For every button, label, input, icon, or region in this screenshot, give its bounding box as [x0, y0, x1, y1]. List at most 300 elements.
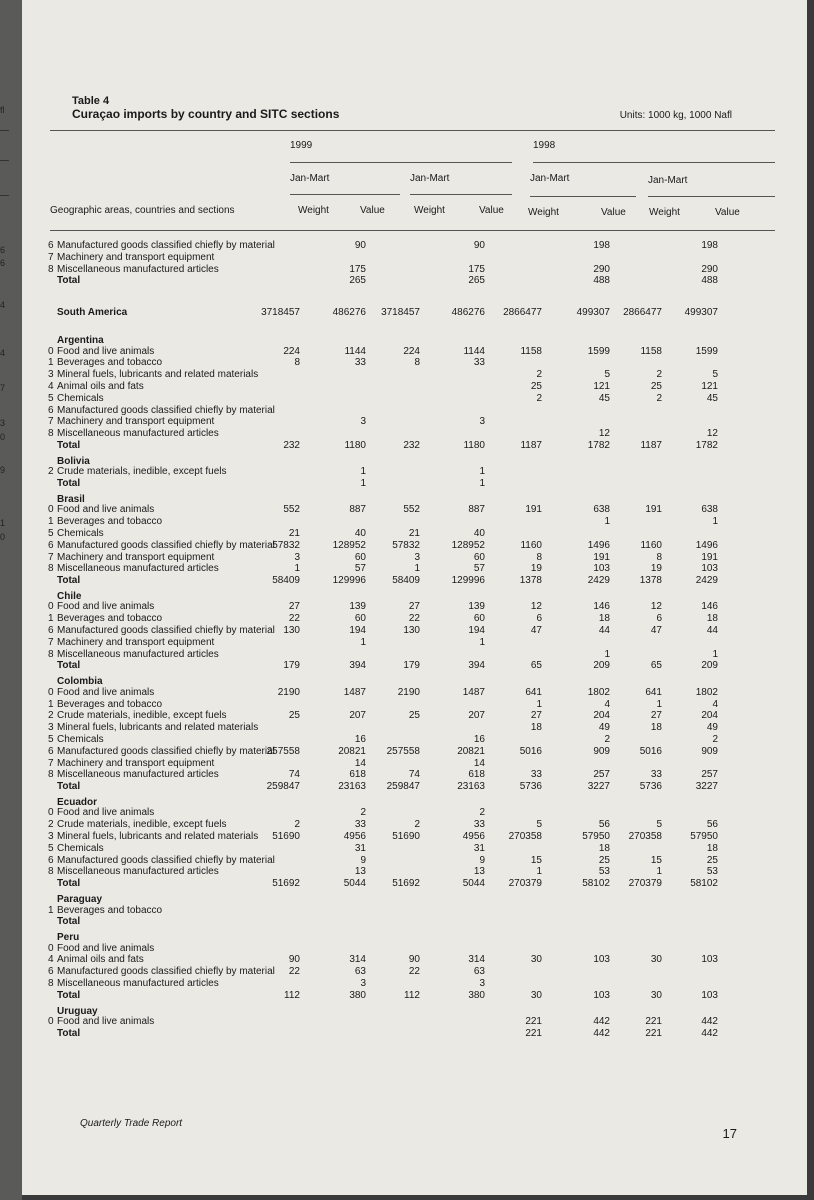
section-row-label — [48, 637, 214, 648]
table-cell-value: 12 — [598, 428, 610, 440]
table-cell-value: 58102 — [582, 878, 610, 890]
table-cell-value: 1 — [479, 636, 485, 648]
table-cell-value: 1144 — [344, 345, 366, 357]
sitc-section-name: Crude materials, inedible, except fuels — [57, 466, 227, 478]
sitc-section-name: Chemicals — [57, 527, 104, 539]
section-row-label — [48, 649, 219, 660]
table-cell-value: 499307 — [576, 307, 610, 319]
section-row-label — [48, 710, 227, 721]
sitc-code: 7 — [48, 636, 54, 648]
table-cell-value: 49 — [706, 722, 718, 734]
sitc-code: 1 — [48, 613, 54, 625]
table-cell-value: 221 — [525, 1027, 542, 1039]
table-cell-value: 33 — [473, 819, 485, 831]
sitc-section-name: Manufactured goods classified chiefly by material — [57, 854, 275, 866]
table-cell-value: 380 — [468, 989, 485, 1001]
section-row-label — [48, 831, 258, 842]
table-cell-value: 257558 — [386, 745, 420, 757]
sitc-section-name: Beverages and tobacco — [57, 904, 163, 916]
table-cell-value: 179 — [403, 660, 420, 672]
table-cell-value: 1 — [479, 478, 485, 489]
section-row-label — [48, 416, 214, 427]
region-label: Ecuador — [57, 796, 98, 808]
sitc-section-name: Miscellaneous manufactured articles — [57, 563, 219, 575]
table-cell-value: 5736 — [519, 781, 542, 793]
sitc-code: 2 — [48, 819, 54, 831]
table-cell-value: 8 — [294, 357, 300, 369]
table-cell-value: 18 — [598, 842, 610, 854]
table-cell-value: 175 — [349, 263, 366, 275]
table-cell-value: 2866477 — [503, 307, 542, 319]
section-row-label — [48, 819, 227, 830]
table-cell-value: 259847 — [386, 781, 420, 793]
sitc-section-name: Food and live animals — [57, 601, 155, 613]
table-cell-value: 209 — [701, 660, 718, 672]
edge-mark: 0 — [0, 532, 6, 542]
section-row-label — [48, 687, 154, 698]
table-cell-value: 2 — [536, 392, 542, 404]
section-row-label — [48, 357, 162, 368]
region-label: Uruguay — [57, 1005, 98, 1017]
table-cell-value: 1187 — [640, 439, 662, 451]
table-cell-value: 23163 — [457, 781, 485, 793]
section-row-label — [48, 769, 219, 780]
table-cell-value: 5 — [656, 819, 662, 831]
region-label: Bolivia — [57, 455, 90, 467]
sitc-code: 6 — [48, 745, 54, 757]
table-cell-value: 33 — [354, 357, 366, 369]
table-cell-value: 8 — [414, 357, 420, 369]
table-cell-value: 1 — [360, 478, 366, 489]
table-cell-value: 121 — [701, 380, 718, 392]
table-cell-value: 4 — [604, 698, 610, 710]
table-cell-value: 3 — [294, 551, 300, 563]
table-cell-value: 25 — [650, 380, 662, 392]
table-cell-value: 25 — [288, 710, 300, 722]
table-cell-value: 49 — [598, 722, 610, 734]
table-cell-value: 221 — [645, 1027, 662, 1039]
table-cell-value: 3227 — [587, 781, 610, 793]
table-cell-value: 18 — [706, 842, 718, 854]
total-row-label: Total — [57, 575, 81, 587]
table-cell-value: 6 — [656, 613, 662, 625]
sitc-code: 4 — [48, 954, 54, 966]
table-cell-value: 2190 — [397, 686, 420, 698]
sitc-section-name: Manufactured goods classified chiefly by material — [57, 240, 275, 251]
year-1998-label: 1998 — [533, 140, 556, 151]
table-cell-value: 18 — [706, 613, 718, 625]
table-cell-value: 18 — [650, 722, 662, 734]
table-cell-value: 2 — [414, 819, 420, 831]
table-cell-value: 3 — [414, 551, 420, 563]
table-cell-value: 47 — [530, 625, 542, 636]
table-cell-value: 44 — [706, 625, 718, 636]
table-cell-value: 4 — [712, 698, 718, 710]
sitc-section-name: Animal oils and fats — [57, 954, 144, 966]
table-cell-value: 1496 — [695, 539, 718, 551]
edge-mark: 0 — [0, 432, 6, 442]
table-cell-value: 552 — [403, 504, 420, 516]
table-cell-value: 638 — [701, 504, 718, 516]
sitc-code: 6 — [48, 240, 54, 251]
table-cell-value: 3 — [479, 978, 485, 989]
section-row-label — [48, 552, 214, 563]
year-1999-label: 1999 — [290, 140, 313, 151]
edge-rule — [0, 160, 9, 161]
edge-mark: 7 — [0, 383, 6, 393]
table-cell-value: 8 — [656, 551, 662, 563]
table-cell-value: 25 — [530, 380, 542, 392]
sitc-code: 0 — [48, 601, 54, 613]
weight-header-1: Weight — [298, 205, 329, 216]
table-cell-value: 270358 — [628, 831, 662, 842]
table-cell-value: 9 — [360, 854, 366, 866]
table-cell-value: 1802 — [587, 686, 610, 698]
table-cell-value: 14 — [473, 757, 485, 769]
table-cell-value: 5044 — [343, 878, 366, 890]
table-cell-value: 103 — [701, 954, 718, 966]
table-cell-value: 90 — [288, 954, 300, 966]
table-cell-value: 207 — [468, 710, 485, 722]
sitc-code: 5 — [48, 733, 54, 745]
edge-mark: 9 — [0, 465, 6, 475]
table-cell-value: 2 — [712, 733, 718, 745]
sitc-section-name: Miscellaneous manufactured articles — [57, 769, 219, 781]
table-cell-value: 638 — [593, 504, 610, 516]
table-cell-value: 65 — [650, 660, 662, 672]
section-row-label — [48, 978, 219, 989]
table-cell-value: 103 — [593, 989, 610, 1001]
section-row-label — [48, 563, 219, 574]
edge-mark: 6 — [0, 258, 6, 268]
table-cell-value: 2 — [604, 733, 610, 745]
table-cell-value: 1487 — [462, 686, 485, 698]
section-row-label — [48, 843, 104, 854]
sitc-section-name: Manufactured goods classified chiefly by material — [57, 404, 275, 416]
table-cell-value: 224 — [283, 345, 300, 357]
sitc-code: 0 — [48, 345, 54, 357]
table-cell-value: 1496 — [587, 539, 610, 551]
region-label: Paraguay — [57, 894, 103, 905]
section-row-label — [48, 466, 227, 477]
table-cell-value: 380 — [349, 989, 366, 1001]
table-cell-value: 175 — [468, 263, 485, 275]
section-row-label — [48, 1016, 154, 1027]
table-cell-value: 191 — [701, 551, 718, 563]
table-cell-value: 2 — [360, 807, 366, 819]
table-cell-value: 198 — [701, 240, 718, 251]
table-cell-value: 30 — [650, 989, 662, 1001]
section-row-label — [48, 405, 275, 416]
sitc-section-name: Crude materials, inedible, except fuels — [57, 710, 227, 722]
section-row-label — [48, 601, 154, 612]
table-cell-value: 90 — [408, 954, 420, 966]
table-cell-value: 198 — [593, 240, 610, 251]
table-cell-value: 27 — [530, 710, 542, 722]
table-cell-value: 60 — [354, 613, 366, 625]
section-row-label — [48, 528, 104, 539]
table-cell-value: 57950 — [582, 831, 610, 842]
period-rule-1 — [290, 194, 400, 195]
period-rule-2 — [410, 194, 512, 195]
table-cell-value: 641 — [645, 686, 662, 698]
sitc-code: 2 — [48, 466, 54, 478]
edge-mark: 4 — [0, 348, 6, 358]
table-cell-value: 33 — [473, 357, 485, 369]
section-row-label — [48, 516, 162, 527]
table-cell-value: 139 — [349, 601, 366, 613]
table-cell-value: 1378 — [639, 575, 662, 587]
table-cell-value: 65 — [530, 660, 542, 672]
table-cell-value: 179 — [283, 660, 300, 672]
sitc-section-name: Food and live animals — [57, 807, 155, 819]
edge-mark: fl — [0, 105, 5, 115]
table-cell-value: 63 — [473, 966, 485, 978]
table-cell-value: 2 — [294, 819, 300, 831]
table-cell-value: 25 — [408, 710, 420, 722]
table-cell-value: 552 — [283, 504, 300, 516]
total-row-label: Total — [57, 989, 81, 1001]
sitc-code: 8 — [48, 978, 54, 989]
region-label: Peru — [57, 932, 80, 944]
sitc-code: 8 — [48, 263, 54, 275]
table-cell-value: 31 — [473, 842, 485, 854]
table-cell-value: 194 — [468, 625, 485, 636]
table-cell-value: 33 — [530, 769, 542, 781]
table-cell-value: 8 — [536, 551, 542, 563]
table-cell-value: 1180 — [344, 439, 366, 451]
value-header-3: Value — [601, 207, 626, 218]
sitc-code: 6 — [48, 966, 54, 978]
sitc-section-name: Mineral fuels, lubricants and related materials — [57, 369, 259, 381]
table-cell-value: 314 — [468, 954, 485, 966]
region-label: Chile — [57, 590, 82, 602]
table-cell-value: 9 — [479, 854, 485, 866]
table-cell-value: 129996 — [451, 575, 485, 587]
table-cell-value: 1802 — [695, 686, 718, 698]
table-cell-value: 13 — [354, 866, 366, 878]
header-top-rule — [50, 130, 775, 131]
table-cell-value: 90 — [354, 240, 366, 251]
table-cell-value: 1782 — [695, 439, 718, 451]
table-cell-value: 51690 — [272, 831, 300, 842]
year-1999-rule — [290, 162, 512, 163]
table-cell-value: 130 — [283, 625, 300, 636]
table-cell-value: 40 — [473, 527, 485, 539]
table-cell-value: 128952 — [332, 539, 366, 551]
table-cell-value: 909 — [593, 745, 610, 757]
table-cell-value: 22 — [288, 966, 300, 978]
edge-rule — [0, 195, 9, 196]
table-title: Curaçao imports by country and SITC sections — [72, 107, 340, 121]
edge-mark: 1 — [0, 518, 6, 528]
table-cell-value: 3227 — [695, 781, 718, 793]
table-cell-value: 22 — [408, 613, 420, 625]
sitc-code: 6 — [48, 539, 54, 551]
table-cell-value: 2 — [536, 369, 542, 381]
table-cell-value: 442 — [701, 1027, 718, 1039]
table-cell-value: 60 — [354, 551, 366, 563]
region-label: Argentina — [57, 335, 104, 346]
table-cell-value: 103 — [593, 563, 610, 575]
sitc-code: 5 — [48, 392, 54, 404]
region-label: South America — [57, 307, 128, 319]
table-cell-value: 194 — [349, 625, 366, 636]
section-row-label — [48, 393, 104, 404]
table-cell-value: 5 — [712, 369, 718, 381]
table-cell-value: 2190 — [277, 686, 300, 698]
sitc-section-name: Machinery and transport equipment — [57, 251, 215, 263]
sitc-code: 1 — [48, 904, 54, 916]
table-cell-value: 103 — [701, 563, 718, 575]
sitc-code: 7 — [48, 551, 54, 563]
table-cell-value: 21 — [288, 527, 300, 539]
sitc-section-name: Manufactured goods classified chiefly by material — [57, 745, 275, 757]
table-cell-value: 2 — [656, 392, 662, 404]
table-cell-value: 19 — [650, 563, 662, 575]
table-cell-value: 2 — [656, 369, 662, 381]
table-cell-value: 14 — [354, 757, 366, 769]
edge-rule — [0, 130, 9, 131]
table-cell-value: 221 — [645, 1016, 662, 1028]
table-cell-value: 20821 — [457, 745, 485, 757]
table-cell-value: 5016 — [639, 745, 662, 757]
table-cell-value: 909 — [701, 745, 718, 757]
table-cell-value: 499307 — [684, 307, 718, 319]
sitc-code: 7 — [48, 757, 54, 769]
title-block — [72, 95, 339, 121]
table-cell-value: 40 — [354, 527, 366, 539]
table-cell-value: 290 — [593, 263, 610, 275]
period-1999a: Jan-Mart — [290, 173, 330, 184]
sitc-code: 2 — [48, 710, 54, 722]
table-cell-value: 204 — [701, 710, 718, 722]
table-cell-value: 44 — [598, 625, 610, 636]
table-number: Table 4 — [72, 95, 110, 107]
table-cell-value: 25 — [598, 854, 610, 866]
table-cell-value: 1 — [712, 516, 718, 528]
sitc-section-name: Food and live animals — [57, 686, 155, 698]
table-cell-value: 45 — [598, 392, 610, 404]
table-cell-value: 1 — [656, 698, 662, 710]
units-note: Units: 1000 kg, 1000 Nafl — [619, 110, 732, 121]
section-row-label — [48, 346, 154, 357]
sitc-code: 0 — [48, 807, 54, 819]
table-cell-value: 30 — [530, 989, 542, 1001]
region-label: Brasil — [57, 493, 85, 505]
table-cell-value: 3 — [360, 416, 366, 428]
sitc-section-name: Mineral fuels, lubricants and related materials — [57, 831, 259, 842]
total-row-label: Total — [57, 878, 81, 890]
sitc-section-name: Food and live animals — [57, 345, 155, 357]
section-row-label — [48, 240, 275, 251]
table-cell-value: 30 — [530, 954, 542, 966]
table-cell-value: 486276 — [332, 307, 366, 319]
section-row-label — [48, 252, 214, 263]
sitc-section-name: Manufactured goods classified chiefly by material — [57, 539, 275, 551]
edge-mark: 6 — [0, 245, 6, 255]
sitc-section-name: Miscellaneous manufactured articles — [57, 263, 219, 275]
table-cell-value: 5736 — [639, 781, 662, 793]
table-cell-value: 27 — [650, 710, 662, 722]
table-cell-value: 31 — [354, 842, 366, 854]
table-cell-value: 2429 — [695, 575, 718, 587]
table-cell-value: 1144 — [463, 345, 485, 357]
table-cell-value: 1187 — [520, 439, 542, 451]
table-cell-value: 51690 — [392, 831, 420, 842]
stub-header: Geographic areas, countries and sections — [50, 205, 235, 216]
table-cell-value: 129996 — [332, 575, 366, 587]
table-cell-value: 191 — [645, 504, 662, 516]
sitc-section-name: Food and live animals — [57, 942, 155, 954]
table-cell-value: 103 — [593, 954, 610, 966]
section-row-label — [48, 504, 154, 515]
table-cell-value: 5016 — [519, 745, 542, 757]
table-cell-value: 47 — [650, 625, 662, 636]
table-cell-value: 1 — [479, 466, 485, 478]
table-cell-value: 618 — [468, 769, 485, 781]
period-rule-3 — [530, 196, 636, 197]
table-cell-value: 4956 — [462, 831, 485, 842]
table-cell-value: 2 — [479, 807, 485, 819]
table-cell-value: 53 — [706, 866, 718, 878]
table-cell-value: 442 — [593, 1027, 610, 1039]
table-cell-value: 146 — [701, 601, 718, 613]
table-cell-value: 1487 — [343, 686, 366, 698]
table-cell-value: 90 — [473, 240, 485, 251]
table-cell-value: 2429 — [587, 575, 610, 587]
sitc-section-name: Beverages and tobacco — [57, 613, 163, 625]
region-label: Colombia — [57, 676, 103, 688]
sitc-code: 5 — [48, 527, 54, 539]
sitc-section-name: Chemicals — [57, 733, 104, 745]
table-cell-value: 112 — [284, 989, 300, 1001]
table-cell-value: 1 — [360, 636, 366, 648]
table-cell-value: 45 — [706, 392, 718, 404]
sitc-code: 6 — [48, 625, 54, 636]
weight-header-4: Weight — [649, 207, 680, 218]
table-cell-value: 207 — [349, 710, 366, 722]
sitc-code: 1 — [48, 516, 54, 528]
weight-header-3: Weight — [528, 207, 559, 218]
table-cell-value: 314 — [349, 954, 366, 966]
table-cell-value: 5044 — [462, 878, 485, 890]
table-cell-value: 224 — [403, 345, 420, 357]
table-cell-value: 2866477 — [623, 307, 662, 319]
total-row-label: Total — [57, 1027, 81, 1039]
table-cell-value: 112 — [404, 989, 420, 1001]
table-cell-value: 488 — [593, 275, 610, 287]
table-cell-value: 74 — [408, 769, 420, 781]
sitc-section-name: Food and live animals — [57, 1016, 155, 1028]
section-row-label — [48, 855, 275, 866]
table-cell-value: 74 — [288, 769, 300, 781]
table-cell-value: 1 — [604, 516, 610, 528]
book-binding — [0, 0, 22, 1200]
section-row-label — [48, 369, 258, 380]
table-cell-value: 209 — [593, 660, 610, 672]
sitc-section-name: Miscellaneous manufactured articles — [57, 866, 219, 878]
value-header-1: Value — [360, 205, 385, 216]
table-cell-value: 204 — [593, 710, 610, 722]
period-1998a: Jan-Mart — [530, 173, 570, 184]
sitc-code: 6 — [48, 404, 54, 416]
sitc-code: 3 — [48, 369, 54, 381]
section-row-label — [48, 613, 162, 624]
sitc-section-name: Mineral fuels, lubricants and related materials — [57, 722, 259, 734]
period-rule-4 — [648, 196, 775, 197]
sitc-section-name: Food and live animals — [57, 504, 155, 516]
